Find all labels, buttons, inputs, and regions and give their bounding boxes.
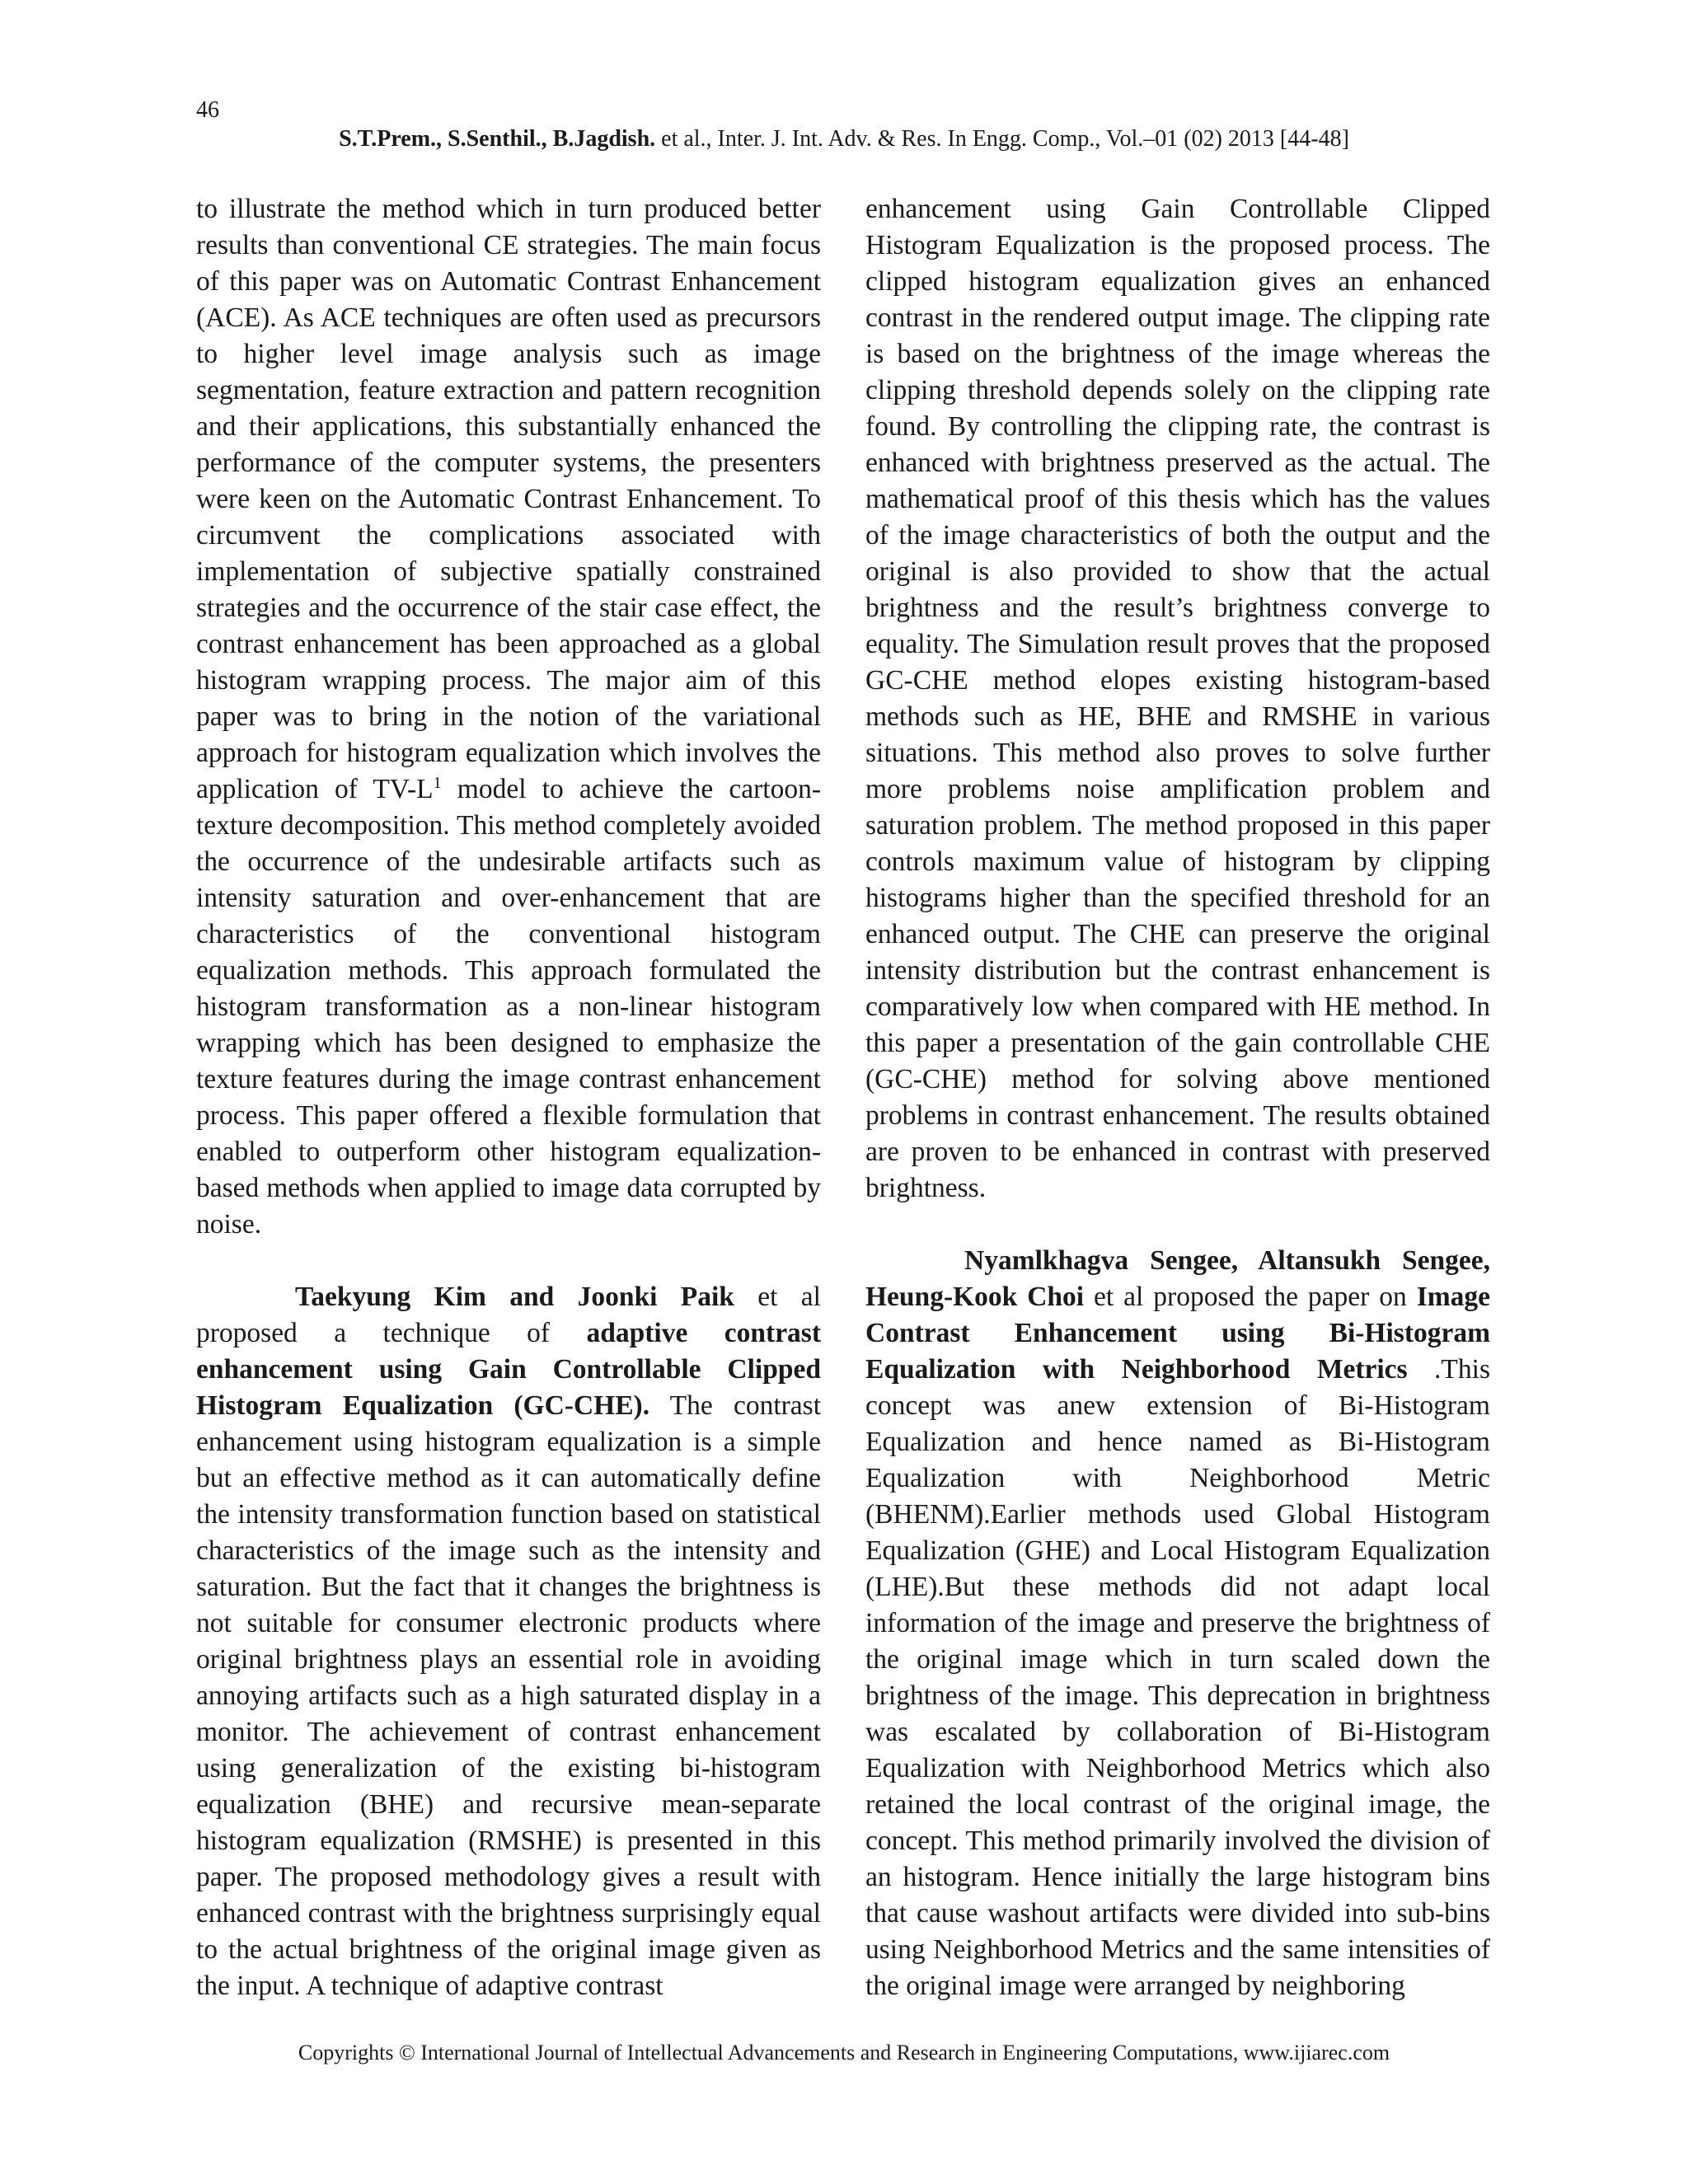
right-p2-authors: Nyamlkhagva Sengee, Altansukh Sengee, Heung-Kook Choi [865,1245,1490,1312]
left-p2-authors: Taekyung Kim and Joonki Paik [295,1282,734,1312]
right-p2-rest: .This concept was anew extension of Bi-Histogram Equalization and hence named as Bi-Histogram Equalization with Neighborhood Metric (BHENM).Earlier methods used Global Histogram Equalization (GHE) and Local Histogram Equalization (LHE).But these methods did not adapt local information of the image and preserve the brightness of the original image which in turn scaled down the brightness of the image. This deprecation in brightness was escalated by collaboration of Bi-Histogram Equalization with Neighborhood Metrics which also retained the local contrast of the original image, the concept. This method primarily involved the division of an histogram. Hence initially the large histogram bins that cause washout artifacts were divided into sub-bins using Neighborhood Metrics and the same intensities of the original image were arranged by neighboring [865,1354,1490,2001]
page-number: 46 [196,97,219,123]
right-column [865,191,1490,2004]
right-p2-mid: et al proposed the paper on [1084,1282,1417,1312]
right-paragraph-1: enhancement using Gain Controllable Clipped Histogram Equalization is the proposed process. The clipped histogram equalization gives an enhanced contrast in the rendered output image. The clipping rate is based on the brightness of the image whereas the clipping threshold depends solely on the clipping rate found. By controlling the clipping rate, the contrast is enhanced with brightness preserved as the actual. The mathematical proof of this thesis which has the values of the image characteristics of both the output and the original is also provided to show that the actual brightness and the result’s brightness converge to equality. The Simulation result proves that the proposed GC-CHE method elopes existing histogram-based methods such as HE, BHE and RMSHE in various situations. This method also proves to solve further more problems noise amplification problem and saturation problem. The method proposed in this paper controls maximum value of histogram by clipping histograms higher than the specified threshold for an enhanced output. The CHE can preserve the original intensity distribution but the contrast enhancement is comparatively low when compared with HE method. In this paper a presentation of the gain controllable CHE (GC-CHE) method for solving above mentioned problems in contrast enhancement. The results obtained are proven to be enhanced in contrast with preserved brightness. [865,194,1490,1203]
header-authors: S.T.Prem., S.Senthil., B.Jagdish. [339,126,656,152]
left-p2-rest: The contrast enhancement using histogram equalization is a simple but an effective method as it can automatically define the intensity transformation function based on statistical characteristics of the image such as the intensity and saturation. But the fact that it changes the brightness is not suitable for consumer electronic products where original brightness plays an essential role in avoiding annoying artifacts such as a high saturated display in a monitor. The achievement of contrast enhancement using generalization of the existing bi-histogram equalization (BHE) and recursive mean-separate histogram equalization (RMSHE) is presented in this paper. The proposed methodology gives a result with enhanced contrast with the brightness surprisingly equal to the actual brightness of the original image given as the input. A technique of adaptive contrast [196,1390,821,2001]
left-p2-mid: et al proposed a technique of [196,1282,821,1348]
copyright-footer: Copyrights © International Journal of Intellectual Advancements and Research in Engineering Computations, www.ijiarec.com [298,2041,1390,2064]
left-paragraph-1 [196,191,821,1243]
running-header [0,126,1688,152]
left-column [196,191,821,2004]
right-p2-title: Image Contrast Enhancement using Bi-Histogram Equalization with Neighborhood Metrics [865,1282,1490,1385]
left-p2-title: adaptive contrast enhancement using Gain Controllable Clipped Histogram Equalization (GC-CHE). [196,1318,822,1421]
left-paragraph-2 [196,1279,821,2004]
superscript-1: 1 [433,773,442,792]
right-paragraph-2 [865,1243,1490,2004]
header-citation: et al., Inter. J. Int. Adv. & Res. In Engg. Comp., Vol.–01 (02) 2013 [44-48] [655,126,1349,152]
left-p1-text-a: to illustrate the method which in turn produced better results than conventional CE strategies. The main focus of this paper was on Automatic Contrast Enhancement (ACE). As ACE techniques are often used as precursors to higher level image analysis such as image segmentation, feature extraction and pattern recognition and their applications, this substantially enhanced the performance of the computer systems, the presenters were keen on the Automatic Contrast Enhancement. To circumvent the complications associated with implementation of subjective spatially constrained strategies and the occurrence of the stair case effect, the contrast enhancement has been approached as a global histogram wrapping process. The major aim of this paper was to bring in the notion of the variational approach for histogram equalization which involves the application of TV-L [196,194,821,804]
left-p1-text-b: model to achieve the cartoon-texture decomposition. This method completely avoided the occurrence of the undesirable artifacts such as intensity saturation and over-enhancement that are characteristics of the conventional histogram equalization methods. This approach formulated the histogram transformation as a non-linear histogram wrapping which has been designed to emphasize the texture features during the image contrast enhancement process. This paper offered a flexible formulation that enabled to outperform other histogram equalization-based methods when applied to image data corrupted by noise. [196,774,821,1240]
